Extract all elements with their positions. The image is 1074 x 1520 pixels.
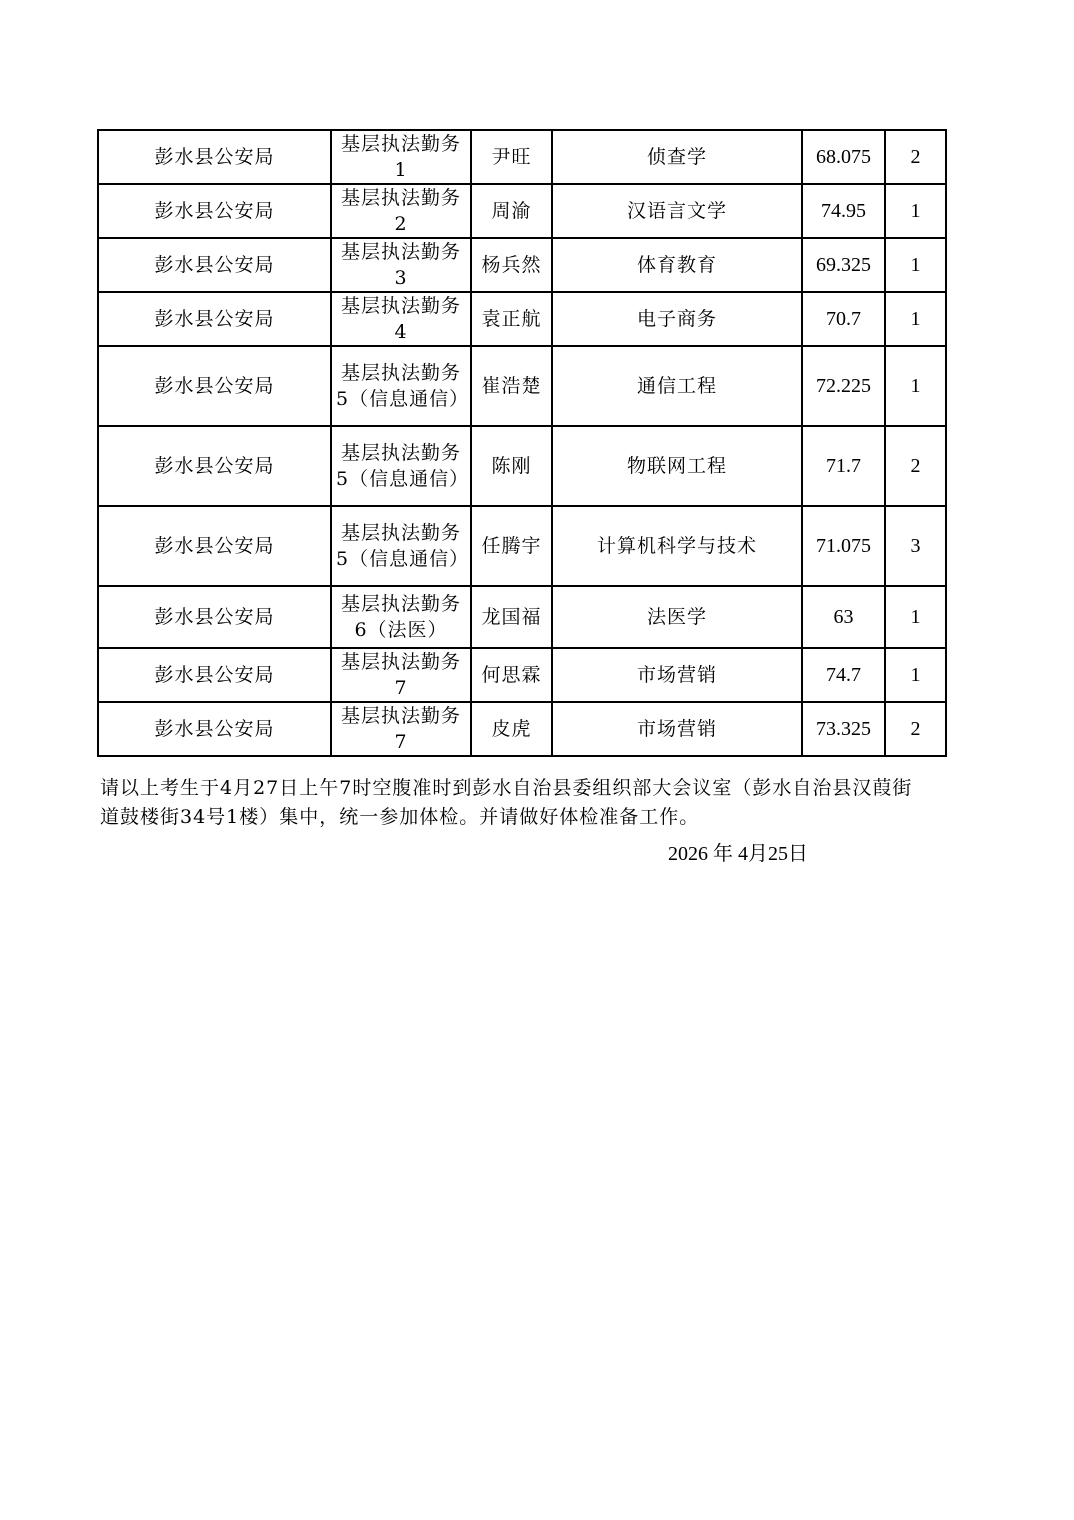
unit-cell: 彭水县公安局 (98, 238, 331, 292)
major-cell: 电子商务 (552, 292, 802, 346)
major-cell: 计算机科学与技术 (552, 506, 802, 586)
position-cell: 基层执法勤务3 (331, 238, 471, 292)
score-cell: 63 (802, 586, 885, 648)
position-cell: 基层执法勤务5（信息通信） (331, 506, 471, 586)
name-cell: 龙国福 (471, 586, 552, 648)
name-cell: 袁正航 (471, 292, 552, 346)
name-cell: 崔浩楚 (471, 346, 552, 426)
score-cell: 74.95 (802, 184, 885, 238)
rank-cell: 1 (885, 184, 946, 238)
table-row (98, 648, 946, 702)
major-cell: 市场营销 (552, 702, 802, 756)
name-cell: 何思霖 (471, 648, 552, 702)
position-cell: 基层执法勤务4 (331, 292, 471, 346)
position-cell: 基层执法勤务5（信息通信） (331, 426, 471, 506)
unit-cell: 彭水县公安局 (98, 648, 331, 702)
major-cell: 汉语言文学 (552, 184, 802, 238)
major-cell: 法医学 (552, 586, 802, 648)
score-cell: 74.7 (802, 648, 885, 702)
name-cell: 任腾宇 (471, 506, 552, 586)
position-cell: 基层执法勤务2 (331, 184, 471, 238)
unit-cell: 彭水县公安局 (98, 184, 331, 238)
rank-cell: 3 (885, 506, 946, 586)
table-row (98, 506, 946, 586)
name-cell: 杨兵然 (471, 238, 552, 292)
name-cell: 周渝 (471, 184, 552, 238)
rank-cell: 1 (885, 346, 946, 426)
position-cell: 基层执法勤务5（信息通信） (331, 346, 471, 426)
name-cell: 尹旺 (471, 130, 552, 184)
rank-cell: 1 (885, 648, 946, 702)
rank-cell: 2 (885, 702, 946, 756)
table-row (98, 426, 946, 506)
position-cell: 基层执法勤务6（法医） (331, 586, 471, 648)
position-cell: 基层执法勤务1 (331, 130, 471, 184)
major-cell: 通信工程 (552, 346, 802, 426)
score-cell: 68.075 (802, 130, 885, 184)
score-cell: 73.325 (802, 702, 885, 756)
unit-cell: 彭水县公安局 (98, 346, 331, 426)
rank-cell: 1 (885, 238, 946, 292)
score-cell: 69.325 (802, 238, 885, 292)
name-cell: 皮虎 (471, 702, 552, 756)
score-cell: 72.225 (802, 346, 885, 426)
table-row (98, 346, 946, 426)
rank-cell: 1 (885, 292, 946, 346)
candidate-table (97, 129, 947, 757)
table-row (98, 184, 946, 238)
unit-cell: 彭水县公安局 (98, 586, 331, 648)
table-row (98, 130, 946, 184)
major-cell: 体育教育 (552, 238, 802, 292)
unit-cell: 彭水县公安局 (98, 426, 331, 506)
unit-cell: 彭水县公安局 (98, 506, 331, 586)
position-cell: 基层执法勤务7 (331, 702, 471, 756)
rank-cell: 1 (885, 586, 946, 648)
rank-cell: 2 (885, 130, 946, 184)
score-cell: 71.075 (802, 506, 885, 586)
table-row (98, 586, 946, 648)
table-row (98, 292, 946, 346)
table-row (98, 702, 946, 756)
major-cell: 市场营销 (552, 648, 802, 702)
name-cell: 陈刚 (471, 426, 552, 506)
rank-cell: 2 (885, 426, 946, 506)
unit-cell: 彭水县公安局 (98, 130, 331, 184)
position-cell: 基层执法勤务7 (331, 648, 471, 702)
notice-date: 2026 年 4月25日 (668, 843, 808, 865)
unit-cell: 彭水县公安局 (98, 292, 331, 346)
score-cell: 70.7 (802, 292, 885, 346)
table-row (98, 238, 946, 292)
unit-cell: 彭水县公安局 (98, 702, 331, 756)
score-cell: 71.7 (802, 426, 885, 506)
major-cell: 物联网工程 (552, 426, 802, 506)
major-cell: 侦查学 (552, 130, 802, 184)
physical-exam-notice: 请以上考生于4月27日上午7时空腹准时到彭水自治县委组织部大会议室（彭水自治县汉葭街道鼓楼街34号1楼）集中，统一参加体检。并请做好体检准备工作。 (100, 777, 913, 828)
